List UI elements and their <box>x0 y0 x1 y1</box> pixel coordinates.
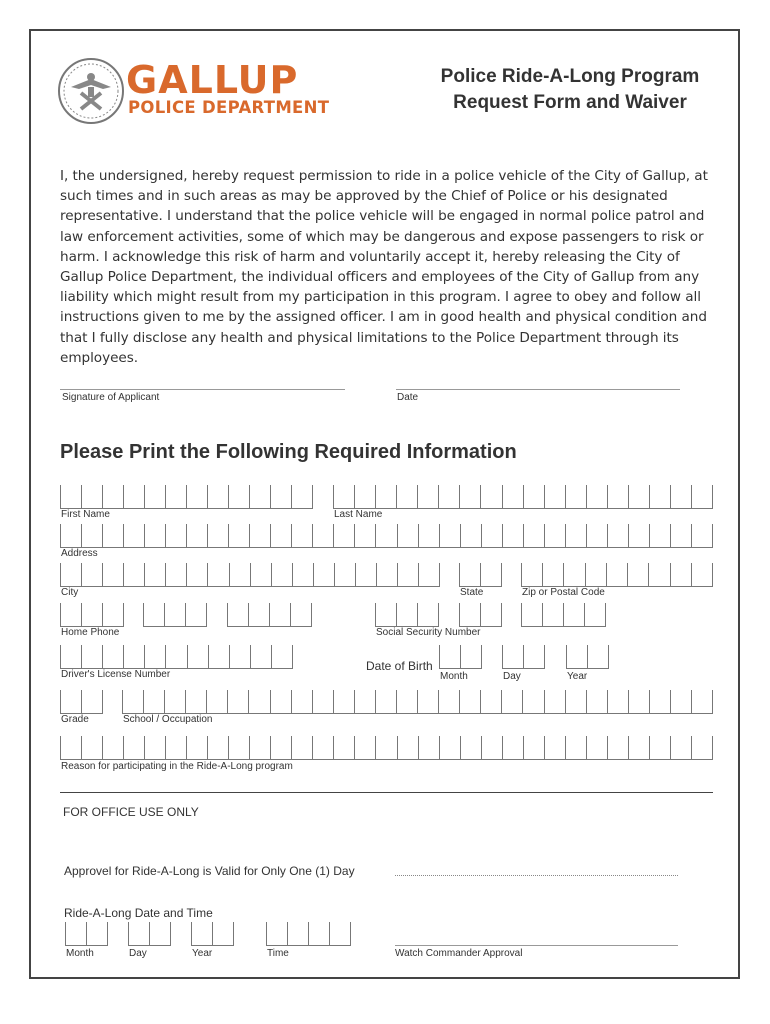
character-box[interactable] <box>227 690 248 713</box>
dob-year-label: Year <box>567 671 588 682</box>
character-box[interactable] <box>144 485 165 508</box>
character-box[interactable] <box>375 736 396 759</box>
character-box[interactable] <box>290 603 312 626</box>
character-box[interactable] <box>565 524 586 547</box>
character-box[interactable] <box>333 485 354 508</box>
character-box[interactable] <box>144 736 165 759</box>
character-box[interactable] <box>566 645 587 668</box>
character-box[interactable] <box>544 736 565 759</box>
character-box[interactable] <box>417 603 439 626</box>
character-box[interactable] <box>185 690 206 713</box>
character-box[interactable] <box>102 563 123 586</box>
character-box[interactable] <box>691 524 713 547</box>
approval-text: Approvel for Ride-A-Long is Valid for Only One (1) Day <box>64 864 355 878</box>
phone-prefix-boxes[interactable] <box>143 603 207 627</box>
character-box[interactable] <box>565 690 586 713</box>
character-box[interactable] <box>270 690 291 713</box>
character-box[interactable] <box>313 563 334 586</box>
state-boxes[interactable] <box>459 563 502 587</box>
police-seal-logo <box>57 57 125 125</box>
character-box[interactable] <box>186 485 207 508</box>
character-box[interactable] <box>354 524 375 547</box>
character-box[interactable] <box>607 524 628 547</box>
character-box[interactable] <box>270 485 291 508</box>
character-box[interactable] <box>287 922 308 945</box>
character-box[interactable] <box>291 690 312 713</box>
character-box[interactable] <box>60 603 81 626</box>
character-box[interactable] <box>144 563 165 586</box>
character-box[interactable] <box>228 485 249 508</box>
character-box[interactable] <box>60 736 81 759</box>
character-box[interactable] <box>81 524 102 547</box>
reason-boxes[interactable] <box>60 736 713 760</box>
character-box[interactable] <box>334 563 355 586</box>
character-box[interactable] <box>123 563 144 586</box>
character-box[interactable] <box>249 524 270 547</box>
dob-month-boxes[interactable] <box>439 645 482 669</box>
state-label: State <box>460 587 484 598</box>
character-box[interactable] <box>329 922 351 945</box>
character-box[interactable] <box>164 603 185 626</box>
character-box[interactable] <box>312 690 333 713</box>
character-box[interactable] <box>191 922 212 945</box>
character-box[interactable] <box>563 603 584 626</box>
character-box[interactable] <box>186 563 207 586</box>
character-box[interactable] <box>627 563 648 586</box>
character-box[interactable] <box>229 645 250 668</box>
character-box[interactable] <box>607 736 628 759</box>
character-box[interactable] <box>670 485 691 508</box>
character-box[interactable] <box>480 603 502 626</box>
character-box[interactable] <box>81 603 102 626</box>
section-divider <box>60 792 713 793</box>
city-boxes[interactable] <box>60 563 440 587</box>
character-box[interactable] <box>206 690 227 713</box>
character-box[interactable] <box>65 922 86 945</box>
character-box[interactable] <box>227 603 248 626</box>
character-box[interactable] <box>502 645 523 668</box>
drivers-license-boxes[interactable] <box>60 645 293 669</box>
office-time-boxes[interactable] <box>266 922 351 946</box>
character-box[interactable] <box>102 645 123 668</box>
logo-department: POLICE DEPARTMENT <box>128 98 330 117</box>
home-phone-label: Home Phone <box>61 627 120 638</box>
character-box[interactable] <box>291 524 312 547</box>
grade-boxes[interactable] <box>60 690 103 714</box>
character-box[interactable] <box>81 485 102 508</box>
character-box[interactable] <box>187 645 208 668</box>
address-boxes[interactable] <box>60 524 713 548</box>
character-box[interactable] <box>128 922 149 945</box>
character-box[interactable] <box>691 690 713 713</box>
character-box[interactable] <box>439 645 460 668</box>
character-box[interactable] <box>418 524 439 547</box>
character-box[interactable] <box>480 563 502 586</box>
character-box[interactable] <box>207 485 228 508</box>
character-box[interactable] <box>354 736 375 759</box>
character-box[interactable] <box>606 563 627 586</box>
character-box[interactable] <box>81 645 102 668</box>
character-box[interactable] <box>249 485 270 508</box>
grade-label: Grade <box>61 714 89 725</box>
character-box[interactable] <box>81 736 102 759</box>
character-box[interactable] <box>333 690 354 713</box>
character-box[interactable] <box>207 736 228 759</box>
character-box[interactable] <box>585 563 606 586</box>
character-box[interactable] <box>102 485 123 508</box>
character-box[interactable] <box>481 524 502 547</box>
zip-label: Zip or Postal Code <box>522 587 605 598</box>
ssn-part1-boxes[interactable] <box>375 603 439 627</box>
character-box[interactable] <box>459 563 480 586</box>
office-year-label: Year <box>192 948 213 959</box>
character-box[interactable] <box>292 563 313 586</box>
character-box[interactable] <box>649 690 670 713</box>
character-box[interactable] <box>523 645 545 668</box>
character-box[interactable] <box>563 563 584 586</box>
character-box[interactable] <box>122 690 143 713</box>
character-box[interactable] <box>565 485 586 508</box>
character-box[interactable] <box>439 524 460 547</box>
title-line-1: Police Ride-A-Long Program <box>440 66 700 87</box>
character-box[interactable] <box>312 736 333 759</box>
dob-month-label: Month <box>440 671 468 682</box>
commander-approval-line[interactable] <box>395 945 678 946</box>
dob-title: Date of Birth <box>366 659 433 673</box>
character-box[interactable] <box>480 690 501 713</box>
signature-line[interactable] <box>60 389 345 390</box>
character-box[interactable] <box>249 736 270 759</box>
character-box[interactable] <box>418 563 440 586</box>
character-box[interactable] <box>60 563 81 586</box>
character-box[interactable] <box>333 736 354 759</box>
character-box[interactable] <box>291 736 312 759</box>
office-month-boxes[interactable] <box>65 922 108 946</box>
character-box[interactable] <box>522 690 543 713</box>
character-box[interactable] <box>523 485 544 508</box>
character-box[interactable] <box>165 563 186 586</box>
character-box[interactable] <box>502 485 523 508</box>
character-box[interactable] <box>375 690 396 713</box>
character-box[interactable] <box>628 736 649 759</box>
character-box[interactable] <box>355 563 376 586</box>
character-box[interactable] <box>271 563 292 586</box>
date-label: Date <box>397 392 419 403</box>
character-box[interactable] <box>521 563 542 586</box>
character-box[interactable] <box>417 690 438 713</box>
title-line-2: Request Form and Waiver <box>453 92 687 113</box>
ssn-part2-boxes[interactable] <box>459 603 502 627</box>
character-box[interactable] <box>212 922 234 945</box>
office-month-label: Month <box>66 948 94 959</box>
page-title <box>400 64 740 116</box>
character-box[interactable] <box>670 524 691 547</box>
character-box[interactable] <box>165 485 186 508</box>
character-box[interactable] <box>269 603 290 626</box>
character-box[interactable] <box>185 603 207 626</box>
character-box[interactable] <box>333 524 354 547</box>
character-box[interactable] <box>648 563 669 586</box>
phone-area-boxes[interactable] <box>60 603 124 627</box>
character-box[interactable] <box>521 603 542 626</box>
character-box[interactable] <box>586 524 607 547</box>
character-box[interactable] <box>291 485 313 508</box>
ssn-part3-boxes[interactable] <box>521 603 606 627</box>
character-box[interactable] <box>86 922 108 945</box>
character-box[interactable] <box>607 690 628 713</box>
office-year-boxes[interactable] <box>191 922 234 946</box>
character-box[interactable] <box>460 645 482 668</box>
character-box[interactable] <box>81 690 103 713</box>
character-box[interactable] <box>123 485 144 508</box>
character-box[interactable] <box>102 603 124 626</box>
character-box[interactable] <box>460 736 481 759</box>
office-day-boxes[interactable] <box>128 922 171 946</box>
character-box[interactable] <box>354 690 375 713</box>
character-box[interactable] <box>649 485 670 508</box>
last-name-boxes[interactable] <box>333 485 713 509</box>
character-box[interactable] <box>544 690 565 713</box>
character-box[interactable] <box>438 485 459 508</box>
address-label: Address <box>61 548 98 559</box>
character-box[interactable] <box>438 690 459 713</box>
character-box[interactable] <box>308 922 329 945</box>
character-box[interactable] <box>691 736 713 759</box>
character-box[interactable] <box>587 645 609 668</box>
signature-label: Signature of Applicant <box>62 392 160 403</box>
character-box[interactable] <box>143 690 164 713</box>
character-box[interactable] <box>144 645 165 668</box>
character-box[interactable] <box>544 485 565 508</box>
character-box[interactable] <box>123 524 144 547</box>
character-box[interactable] <box>228 736 249 759</box>
character-box[interactable] <box>584 603 606 626</box>
character-box[interactable] <box>397 736 418 759</box>
dob-year-boxes[interactable] <box>566 645 609 669</box>
character-box[interactable] <box>165 524 186 547</box>
character-box[interactable] <box>123 645 144 668</box>
character-box[interactable] <box>628 485 649 508</box>
character-box[interactable] <box>123 736 144 759</box>
character-box[interactable] <box>523 524 544 547</box>
character-box[interactable] <box>375 524 396 547</box>
character-box[interactable] <box>670 563 691 586</box>
character-box[interactable] <box>270 524 291 547</box>
character-box[interactable] <box>502 524 523 547</box>
dob-day-label: Day <box>503 671 521 682</box>
character-box[interactable] <box>81 563 102 586</box>
office-time-label: Time <box>267 948 289 959</box>
phone-line-boxes[interactable] <box>227 603 312 627</box>
character-box[interactable] <box>229 563 250 586</box>
character-box[interactable] <box>396 485 417 508</box>
character-box[interactable] <box>354 485 375 508</box>
character-box[interactable] <box>248 690 269 713</box>
character-box[interactable] <box>164 690 185 713</box>
character-box[interactable] <box>459 690 480 713</box>
character-box[interactable] <box>459 485 480 508</box>
character-box[interactable] <box>418 736 439 759</box>
character-box[interactable] <box>60 485 81 508</box>
character-box[interactable] <box>250 563 271 586</box>
required-info-heading: Please Print the Following Required Information <box>60 441 517 463</box>
approval-line[interactable] <box>395 875 678 876</box>
character-box[interactable] <box>397 563 418 586</box>
character-box[interactable] <box>207 524 228 547</box>
character-box[interactable] <box>396 603 417 626</box>
character-box[interactable] <box>565 736 586 759</box>
character-box[interactable] <box>375 603 396 626</box>
city-label: City <box>61 587 79 598</box>
character-box[interactable] <box>586 736 607 759</box>
character-box[interactable] <box>165 645 186 668</box>
character-box[interactable] <box>628 690 649 713</box>
character-box[interactable] <box>149 922 171 945</box>
office-day-label: Day <box>129 948 147 959</box>
dob-day-boxes[interactable] <box>502 645 545 669</box>
character-box[interactable] <box>250 645 271 668</box>
logo-name: GALLUP <box>126 58 299 102</box>
character-box[interactable] <box>670 736 691 759</box>
character-box[interactable] <box>542 563 563 586</box>
character-box[interactable] <box>459 603 480 626</box>
character-box[interactable] <box>102 524 123 547</box>
character-box[interactable] <box>375 485 396 508</box>
character-box[interactable] <box>649 524 670 547</box>
character-box[interactable] <box>376 563 397 586</box>
character-box[interactable] <box>542 603 563 626</box>
character-box[interactable] <box>501 690 522 713</box>
character-box[interactable] <box>691 485 713 508</box>
character-box[interactable] <box>691 563 713 586</box>
character-box[interactable] <box>143 603 164 626</box>
character-box[interactable] <box>228 524 249 547</box>
character-box[interactable] <box>248 603 269 626</box>
character-box[interactable] <box>207 563 228 586</box>
character-box[interactable] <box>186 736 207 759</box>
date-time-label: Ride-A-Long Date and Time <box>64 906 213 920</box>
character-box[interactable] <box>397 524 418 547</box>
character-box[interactable] <box>312 524 333 547</box>
character-box[interactable] <box>502 736 523 759</box>
first-name-label: First Name <box>61 509 110 520</box>
drivers-license-label: Driver's License Number <box>61 669 171 680</box>
character-box[interactable] <box>271 645 293 668</box>
school-label: School / Occupation <box>123 714 213 725</box>
character-box[interactable] <box>396 690 417 713</box>
zip-boxes[interactable] <box>521 563 713 587</box>
last-name-label: Last Name <box>334 509 383 520</box>
character-box[interactable] <box>60 524 81 547</box>
character-box[interactable] <box>102 736 123 759</box>
character-box[interactable] <box>60 690 81 713</box>
reason-label: Reason for participating in the Ride-A-Long program <box>61 761 293 772</box>
character-box[interactable] <box>607 485 628 508</box>
first-name-boxes[interactable] <box>60 485 313 509</box>
character-box[interactable] <box>460 524 481 547</box>
character-box[interactable] <box>481 736 502 759</box>
character-box[interactable] <box>270 736 291 759</box>
character-box[interactable] <box>586 485 607 508</box>
ssn-label: Social Security Number <box>376 627 481 638</box>
character-box[interactable] <box>586 690 607 713</box>
character-box[interactable] <box>165 736 186 759</box>
commander-approval-label: Watch Commander Approval <box>395 948 523 959</box>
character-box[interactable] <box>480 485 501 508</box>
character-box[interactable] <box>186 524 207 547</box>
office-use-heading: FOR OFFICE USE ONLY <box>63 805 199 819</box>
character-box[interactable] <box>144 524 165 547</box>
character-box[interactable] <box>628 524 649 547</box>
date-line[interactable] <box>396 389 680 390</box>
character-box[interactable] <box>60 645 81 668</box>
character-box[interactable] <box>266 922 287 945</box>
school-boxes[interactable] <box>122 690 713 714</box>
character-box[interactable] <box>417 485 438 508</box>
character-box[interactable] <box>439 736 460 759</box>
waiver-paragraph: I, the undersigned, hereby request permission to ride in a police vehicle of the City of Gallup, at such times and in such areas as may be approved by the Chief of Police or his designated representative. I understand that the police vehicle will be engaged in normal police patrol and law enforcement activities, some of which may be dangerous and expose passengers to risk or harm. I acknowledge this risk of harm and voluntarily accept it, hereby releasing the City of Gallup Police Department, the individual officers and employees of the City of Gallup from any liability which might result from my participation in this program. I agree to obey and follow all instructions given to me by the assigned officer. I am in good health and physical condition and that I fully disclose any health and physical limitations to the Police Department through its employees. <box>60 168 708 366</box>
character-box[interactable] <box>208 645 229 668</box>
character-box[interactable] <box>544 524 565 547</box>
character-box[interactable] <box>670 690 691 713</box>
character-box[interactable] <box>523 736 544 759</box>
character-box[interactable] <box>649 736 670 759</box>
